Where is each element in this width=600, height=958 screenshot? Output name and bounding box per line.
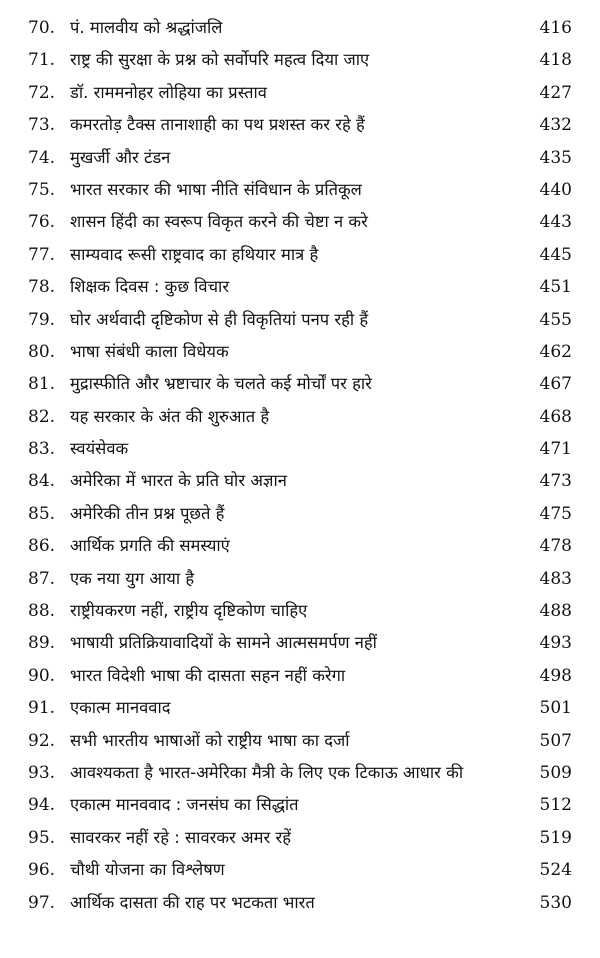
- entry-title: आर्थिक प्रगति की समस्याएं: [70, 536, 230, 556]
- entry-page: 432: [539, 115, 572, 136]
- toc-entry[interactable]: [28, 206, 572, 238]
- entry-number: 88.: [28, 601, 56, 622]
- entry-page: 418: [539, 50, 572, 71]
- entry-title: यह सरकार के अंत की शुरुआत है: [70, 406, 270, 426]
- entry-title: राष्ट्रीयकरण नहीं, राष्ट्रीय दृष्टिकोण चाहिए: [70, 601, 308, 621]
- toc-entry[interactable]: [28, 174, 572, 206]
- entry-number: 95.: [28, 827, 56, 848]
- entry-title: डॉ. राममनोहर लोहिया का प्रस्ताव: [70, 82, 267, 102]
- entry-title: आर्थिक दासता की राह पर भटकता भारत: [70, 892, 315, 912]
- entry-number: 83.: [28, 439, 56, 460]
- toc-entry[interactable]: [28, 563, 572, 595]
- toc-entry[interactable]: [28, 239, 572, 271]
- toc-entry[interactable]: [28, 44, 572, 76]
- entry-title: स्वयंसेवक: [70, 439, 129, 459]
- entry-title: एक नया युग आया है: [70, 568, 195, 588]
- toc-entry[interactable]: [28, 109, 572, 141]
- entry-number: 97.: [28, 892, 56, 913]
- toc-entry[interactable]: [28, 142, 572, 174]
- entry-title: राष्ट्र की सुरक्षा के प्रश्न को सर्वोपरि महत्व दिया जाए: [70, 50, 370, 70]
- entry-number: 78.: [28, 277, 56, 298]
- toc-entry[interactable]: [28, 789, 572, 821]
- toc-entry[interactable]: [28, 465, 572, 497]
- entry-page: 467: [539, 374, 572, 395]
- entry-page: 455: [539, 309, 572, 330]
- entry-number: 76.: [28, 212, 56, 233]
- toc-entry[interactable]: [28, 822, 572, 854]
- entry-page: 498: [539, 665, 572, 686]
- entry-number: 86.: [28, 536, 56, 557]
- entry-number: 70.: [28, 18, 56, 38]
- entry-page: 475: [539, 503, 572, 524]
- entry-page: 445: [539, 244, 572, 265]
- entry-title: घोर अर्थवादी दृष्टिकोण से ही विकृतियां पनप रही हैं: [70, 309, 369, 329]
- entry-page: 530: [539, 892, 572, 913]
- entry-title: भाषा संबंधी काला विधेयक: [70, 341, 229, 361]
- entry-title: सावरकर नहीं रहे : सावरकर अमर रहें: [70, 827, 292, 847]
- toc-entry[interactable]: [28, 77, 572, 109]
- entry-page: 462: [539, 341, 572, 362]
- toc-entry[interactable]: [28, 304, 572, 336]
- entry-number: 93.: [28, 762, 56, 783]
- entry-title: मुखर्जी और टंडन: [70, 147, 171, 167]
- entry-number: 87.: [28, 568, 56, 589]
- entry-title: मुद्रास्फीति और भ्रष्टाचार के चलते कई मोर्चों पर हारे: [70, 374, 372, 394]
- toc-entry[interactable]: [28, 271, 572, 303]
- entry-page: 478: [539, 536, 572, 557]
- entry-title: चौथी योजना का विश्लेषण: [70, 860, 225, 880]
- entry-page: 427: [539, 82, 572, 103]
- entry-page: 473: [539, 471, 572, 492]
- entry-page: 483: [539, 568, 572, 589]
- toc-entry[interactable]: [28, 854, 572, 886]
- entry-title: एकात्म मानववाद : जनसंघ का सिद्धांत: [70, 795, 299, 815]
- entry-number: 79.: [28, 309, 56, 330]
- entry-title: भारत सरकार की भाषा नीति संविधान के प्रतिकूल: [70, 179, 362, 199]
- entry-number: 77.: [28, 244, 56, 265]
- toc-entry[interactable]: [28, 12, 572, 44]
- entry-title: साम्यवाद रूसी राष्ट्रवाद का हथियार मात्र है: [70, 244, 319, 264]
- toc-entry[interactable]: [28, 595, 572, 627]
- entry-number: 74.: [28, 147, 56, 168]
- entry-page: 493: [539, 633, 572, 654]
- entry-page: 488: [539, 601, 572, 622]
- entry-title: अमेरिका में भारत के प्रति घोर अज्ञान: [70, 471, 287, 491]
- entry-page: 468: [539, 406, 572, 427]
- entry-page: 416: [539, 18, 572, 38]
- entry-title: आवश्यकता है भारत-अमेरिका मैत्री के लिए एक टिकाऊ आधार की: [70, 762, 464, 782]
- entry-title: कमरतोड़ टैक्स तानाशाही का पथ प्रशस्त कर रहे हैं: [70, 115, 365, 135]
- entry-title: सभी भारतीय भाषाओं को राष्ट्रीय भाषा का दर्जा: [70, 730, 350, 750]
- entry-number: 84.: [28, 471, 56, 492]
- entry-number: 75.: [28, 179, 56, 200]
- entry-page: 471: [539, 439, 572, 460]
- entry-number: 92.: [28, 730, 56, 751]
- entry-page: 519: [539, 827, 572, 848]
- entry-page: 440: [539, 179, 572, 200]
- toc-entry[interactable]: [28, 887, 572, 919]
- toc-entry[interactable]: [28, 530, 572, 562]
- entry-title: भारत विदेशी भाषा की दासता सहन नहीं करेगा: [70, 665, 346, 685]
- entry-page: 509: [539, 762, 572, 783]
- entry-page: 443: [539, 212, 572, 233]
- entry-number: 72.: [28, 82, 56, 103]
- entry-number: 82.: [28, 406, 56, 427]
- toc-entry[interactable]: [28, 660, 572, 692]
- toc-entry[interactable]: [28, 757, 572, 789]
- entry-title: पं. मालवीय को श्रद्धांजलि: [70, 18, 223, 37]
- entry-title: अमेरिकी तीन प्रश्न पूछते हैं: [70, 503, 225, 523]
- entry-page: 507: [539, 730, 572, 751]
- entry-number: 85.: [28, 503, 56, 524]
- entry-title: शिक्षक दिवस : कुछ विचार: [70, 277, 230, 297]
- toc-entry[interactable]: [28, 336, 572, 368]
- toc-entry[interactable]: [28, 401, 572, 433]
- entry-page: 501: [539, 698, 572, 719]
- entry-number: 94.: [28, 795, 56, 816]
- entry-page: 435: [539, 147, 572, 168]
- entry-title: भाषायी प्रतिक्रियावादियों के सामने आत्मसमर्पण नहीं: [70, 633, 377, 653]
- entry-title: शासन हिंदी का स्वरूप विकृत करने की चेष्टा न करे: [70, 212, 368, 232]
- toc-entry[interactable]: [28, 725, 572, 757]
- entry-page: 512: [539, 795, 572, 816]
- entry-page: 524: [539, 860, 572, 881]
- entry-number: 81.: [28, 374, 56, 395]
- entry-page: 451: [539, 277, 572, 298]
- toc-entry[interactable]: [28, 498, 572, 530]
- toc-entry[interactable]: [28, 433, 572, 465]
- toc-entry[interactable]: [28, 627, 572, 659]
- entry-number: 91.: [28, 698, 56, 719]
- entry-number: 71.: [28, 50, 56, 71]
- table-of-contents: [28, 12, 572, 919]
- entry-number: 90.: [28, 665, 56, 686]
- entry-number: 80.: [28, 341, 56, 362]
- entry-number: 73.: [28, 115, 56, 136]
- entry-number: 96.: [28, 860, 56, 881]
- toc-entry[interactable]: [28, 692, 572, 724]
- entry-title: एकात्म मानववाद: [70, 698, 171, 718]
- entry-number: 89.: [28, 633, 56, 654]
- toc-entry[interactable]: [28, 368, 572, 400]
